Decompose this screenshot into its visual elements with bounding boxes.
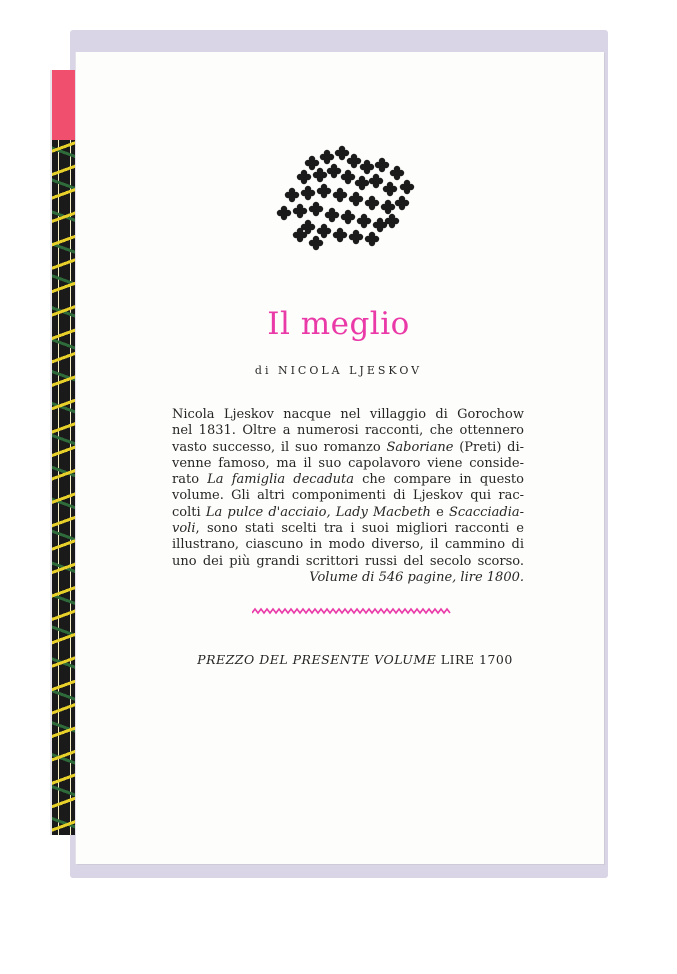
description-line: uno dei più grandi scrittori russi del secolo scorso. (172, 553, 524, 569)
novel-title: Saboriane (386, 439, 454, 455)
floral-ornament-icon (272, 143, 422, 258)
book-spine (50, 70, 78, 835)
description-text: rato (172, 472, 200, 488)
spine-pattern (52, 140, 78, 835)
spine-pink-band (52, 70, 78, 140)
story-title: voli (172, 521, 196, 537)
description-line (172, 505, 524, 521)
description-line: Nicola Ljeskov nacque nel villaggio di Gorochow (172, 407, 524, 422)
story-title: Scacciadia- (448, 504, 524, 520)
zigzag-divider (252, 607, 452, 615)
price-line (0, 652, 677, 667)
description-line: illustrano, ciascuno in modo diverso, il cammino di (172, 537, 524, 553)
description-line (172, 521, 524, 537)
description-text: (Preti) di- (459, 439, 525, 455)
price-value: LIRE 1700 (440, 652, 513, 667)
author-byline: di NICOLA LJESKOV (254, 364, 423, 377)
novel-title: La famiglia decaduta (207, 472, 354, 488)
description-text: che compare in questo (362, 472, 524, 488)
volume-info: Volume di 546 pagine, lire 1800. (309, 569, 524, 585)
description-text: e (436, 504, 444, 520)
description-line (172, 440, 524, 456)
description-line: nel 1831. Oltre a numerosi racconti, che ottennero (172, 423, 524, 439)
price-label: PREZZO DEL PRESENTE VOLUME (197, 652, 437, 667)
story-titles: La pulce d'acciaio, Lady Macbeth (205, 504, 431, 520)
description-text: vasto successo, il suo romanzo (172, 439, 381, 455)
description-line (172, 472, 524, 488)
description-line: volume. Gli altri componimenti di Ljeskov qui rac- (172, 488, 524, 504)
book-description (172, 407, 524, 586)
description-line (172, 570, 524, 586)
book-title: Il meglio (267, 306, 410, 342)
description-line: venne famoso, ma il suo capolavoro viene conside- (172, 455, 524, 471)
description-text: , sono stati scelti tra i suoi migliori racconti e (195, 521, 524, 537)
description-text: colti (172, 504, 201, 520)
